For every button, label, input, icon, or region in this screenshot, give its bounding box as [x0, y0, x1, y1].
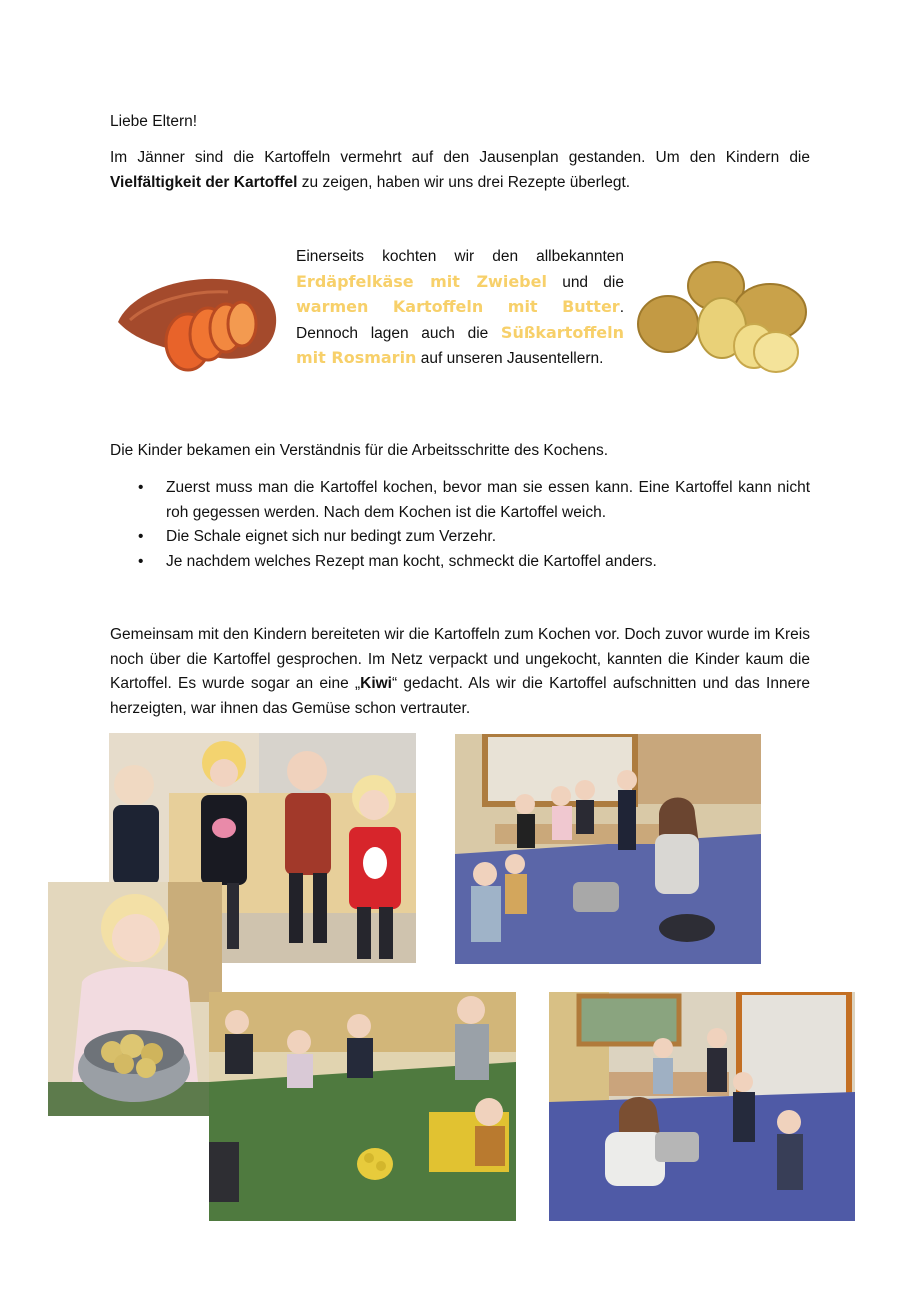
- recipe-suesskartoffeln: Süßkartoffeln mit Rosmarin: [296, 322, 624, 367]
- bullet-icon: •: [138, 528, 144, 545]
- bullet-icon: •: [138, 552, 144, 570]
- together-text-1: Gemeinsam mit den Kindern bereiteten wir die Kartoffeln zum Kochen vor. Doch zuvor wurde im Kreis noch über die Kartoffel gesprochen. Im Netz verpackt und ungekocht, kannten die Kinder kaum die Kartoffel. Es wurde sogar an eine „: [110, 626, 810, 692]
- steps-list: [110, 476, 810, 574]
- intro-bold: Vielfältigkeit der Kartoffel: [110, 173, 298, 191]
- recipes-text-2: und die: [546, 273, 624, 291]
- together-bold: Kiwi: [360, 675, 392, 692]
- together-paragraph: [110, 623, 810, 721]
- photo-circle-time: [455, 734, 761, 964]
- photo-teacher-window: [549, 992, 855, 1221]
- recipes-text-1: Einerseits kochten wir den allbekannten: [296, 248, 624, 265]
- sweet-potato-image: [110, 254, 280, 380]
- photo-girl-pot: [48, 882, 222, 1116]
- list-item: [110, 550, 810, 575]
- potato-image: [636, 254, 810, 378]
- recipe-erdaepfelkaese: Erdäpfelkäse mit Zwiebel: [296, 271, 547, 291]
- list-item-text: Je nachdem welches Rezept man kocht, schmeckt die Kartoffel anders.: [166, 552, 657, 570]
- greeting: Liebe Eltern!: [110, 113, 198, 130]
- list-item-text: Zuerst muss man die Kartoffel kochen, bevor man sie essen kann. Eine Kartoffel kann nicht roh gegessen werden. Nach dem Kochen ist die Kartoffel weich.: [166, 479, 810, 521]
- recipe-warme-kartoffeln: warmen Kartoffeln mit Butter: [296, 297, 620, 316]
- bullet-icon: •: [138, 479, 144, 496]
- photo-circle-net: [209, 992, 516, 1221]
- together-text-2: “ gedacht. Als wir die Kartoffel aufschnitten und das Innere herzeigten, war ihnen das Gemüse schon vertrauter.: [110, 675, 810, 717]
- intro-paragraph: [110, 146, 810, 195]
- understanding-text: Die Kinder bekamen ein Verständnis für die Arbeitsschritte des Kochens.: [110, 442, 608, 459]
- recipes-text-3: . Dennoch lagen auch die: [296, 299, 624, 342]
- recipes-text-4: auf unseren Jausentellern.: [416, 350, 604, 367]
- intro-text-2: zu zeigen, haben wir uns drei Rezepte überlegt.: [297, 173, 631, 191]
- list-item: [110, 525, 810, 550]
- list-item-text: Die Schale eignet sich nur bedingt zum Verzehr.: [166, 528, 496, 545]
- list-item: [110, 476, 810, 525]
- recipes-paragraph: [296, 245, 624, 372]
- intro-text-1: Im Jänner sind die Kartoffeln vermehrt auf den Jausenplan gestanden. Um den Kindern die: [110, 149, 810, 166]
